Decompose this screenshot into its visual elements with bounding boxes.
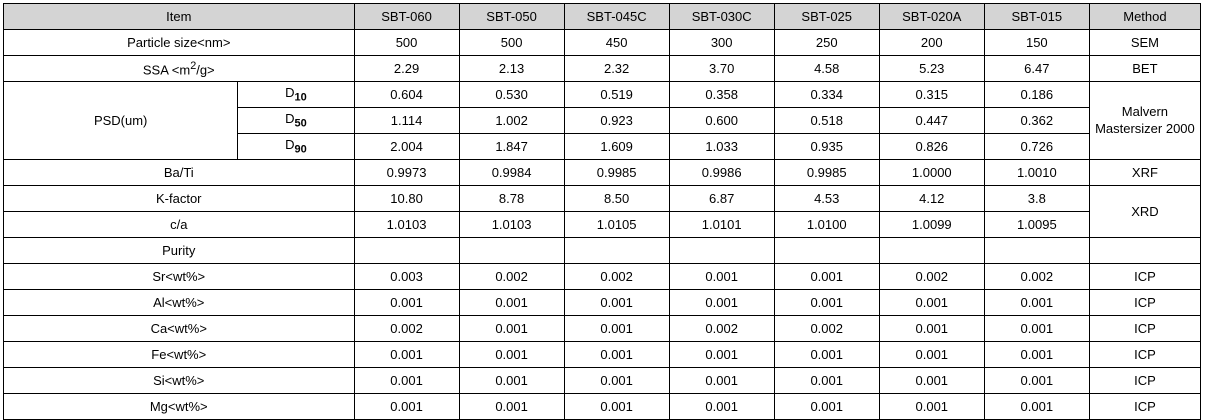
method-sr: ICP bbox=[1089, 264, 1200, 290]
cell-d50-5: 0.447 bbox=[879, 108, 984, 134]
d90-sub: 90 bbox=[294, 143, 307, 156]
cell-k-factor-5: 4.12 bbox=[879, 186, 984, 212]
cell-k-factor-6: 3.8 bbox=[984, 186, 1089, 212]
row-label-k-factor: K-factor bbox=[4, 186, 355, 212]
row-label-fe: Fe<wt%> bbox=[4, 342, 355, 368]
header-col-1: SBT-050 bbox=[459, 4, 564, 30]
row-label-si: Si<wt%> bbox=[4, 368, 355, 394]
cell-al-0: 0.001 bbox=[354, 290, 459, 316]
cell-purity-1 bbox=[459, 238, 564, 264]
cell-d10-1: 0.530 bbox=[459, 82, 564, 108]
cell-sr-3: 0.001 bbox=[669, 264, 774, 290]
row-label-ba-ti: Ba/Ti bbox=[4, 160, 355, 186]
cell-d50-2: 0.923 bbox=[564, 108, 669, 134]
specification-table bbox=[3, 3, 1201, 420]
header-col-0: SBT-060 bbox=[354, 4, 459, 30]
cell-ca-6: 0.001 bbox=[984, 316, 1089, 342]
table-row-si bbox=[4, 368, 1201, 394]
cell-c-a-5: 1.0099 bbox=[879, 212, 984, 238]
cell-particle-size-2: 450 bbox=[564, 30, 669, 56]
row-label-c-a: c/a bbox=[4, 212, 355, 238]
cell-d10-5: 0.315 bbox=[879, 82, 984, 108]
row-label-ca: Ca<wt%> bbox=[4, 316, 355, 342]
cell-mg-1: 0.001 bbox=[459, 394, 564, 420]
cell-k-factor-0: 10.80 bbox=[354, 186, 459, 212]
cell-sr-6: 0.002 bbox=[984, 264, 1089, 290]
method-xrd: XRD bbox=[1089, 186, 1200, 238]
cell-d90-5: 0.826 bbox=[879, 134, 984, 160]
d90-pre: D bbox=[285, 137, 295, 153]
method-psd bbox=[1089, 82, 1200, 160]
d10-sub: 10 bbox=[294, 91, 307, 104]
table-row-ssa bbox=[4, 56, 1201, 82]
method-particle-size: SEM bbox=[1089, 30, 1200, 56]
cell-sr-4: 0.001 bbox=[774, 264, 879, 290]
row-label-al: Al<wt%> bbox=[4, 290, 355, 316]
cell-al-3: 0.001 bbox=[669, 290, 774, 316]
method-si: ICP bbox=[1089, 368, 1200, 394]
cell-ssa-4: 4.58 bbox=[774, 56, 879, 82]
cell-fe-5: 0.001 bbox=[879, 342, 984, 368]
cell-ca-0: 0.002 bbox=[354, 316, 459, 342]
table-row-fe bbox=[4, 342, 1201, 368]
cell-mg-2: 0.001 bbox=[564, 394, 669, 420]
cell-ca-1: 0.001 bbox=[459, 316, 564, 342]
cell-ca-5: 0.001 bbox=[879, 316, 984, 342]
row-label-d10 bbox=[238, 82, 354, 108]
cell-al-1: 0.001 bbox=[459, 290, 564, 316]
method-mg: ICP bbox=[1089, 394, 1200, 420]
cell-ssa-2: 2.32 bbox=[564, 56, 669, 82]
cell-fe-2: 0.001 bbox=[564, 342, 669, 368]
cell-purity-5 bbox=[879, 238, 984, 264]
cell-mg-3: 0.001 bbox=[669, 394, 774, 420]
cell-ssa-6: 6.47 bbox=[984, 56, 1089, 82]
cell-ssa-1: 2.13 bbox=[459, 56, 564, 82]
cell-k-factor-4: 4.53 bbox=[774, 186, 879, 212]
cell-particle-size-5: 200 bbox=[879, 30, 984, 56]
cell-fe-3: 0.001 bbox=[669, 342, 774, 368]
cell-d10-6: 0.186 bbox=[984, 82, 1089, 108]
cell-fe-6: 0.001 bbox=[984, 342, 1089, 368]
cell-ba-ti-6: 1.0010 bbox=[984, 160, 1089, 186]
table-row-k-factor bbox=[4, 186, 1201, 212]
cell-d50-0: 1.114 bbox=[354, 108, 459, 134]
cell-d90-2: 1.609 bbox=[564, 134, 669, 160]
cell-si-3: 0.001 bbox=[669, 368, 774, 394]
cell-mg-4: 0.001 bbox=[774, 394, 879, 420]
cell-sr-1: 0.002 bbox=[459, 264, 564, 290]
cell-d50-4: 0.518 bbox=[774, 108, 879, 134]
cell-d90-4: 0.935 bbox=[774, 134, 879, 160]
row-label-psd-group: PSD(um) bbox=[4, 82, 238, 160]
cell-al-2: 0.001 bbox=[564, 290, 669, 316]
cell-d90-0: 2.004 bbox=[354, 134, 459, 160]
method-psd-line2: Mastersizer 2000 bbox=[1095, 120, 1195, 136]
row-label-ssa bbox=[4, 56, 355, 82]
cell-c-a-4: 1.0100 bbox=[774, 212, 879, 238]
row-label-purity: Purity bbox=[4, 238, 355, 264]
header-method: Method bbox=[1089, 4, 1200, 30]
method-ba-ti: XRF bbox=[1089, 160, 1200, 186]
cell-si-1: 0.001 bbox=[459, 368, 564, 394]
method-ca: ICP bbox=[1089, 316, 1200, 342]
cell-si-4: 0.001 bbox=[774, 368, 879, 394]
cell-purity-2 bbox=[564, 238, 669, 264]
cell-al-6: 0.001 bbox=[984, 290, 1089, 316]
cell-sr-2: 0.002 bbox=[564, 264, 669, 290]
cell-k-factor-2: 8.50 bbox=[564, 186, 669, 212]
header-col-5: SBT-020A bbox=[879, 4, 984, 30]
cell-al-5: 0.001 bbox=[879, 290, 984, 316]
table-header-row bbox=[4, 4, 1201, 30]
cell-ba-ti-1: 0.9984 bbox=[459, 160, 564, 186]
cell-k-factor-3: 6.87 bbox=[669, 186, 774, 212]
cell-c-a-2: 1.0105 bbox=[564, 212, 669, 238]
cell-purity-4 bbox=[774, 238, 879, 264]
cell-ca-2: 0.001 bbox=[564, 316, 669, 342]
cell-fe-0: 0.001 bbox=[354, 342, 459, 368]
table-row-ca bbox=[4, 316, 1201, 342]
table-row-c-a bbox=[4, 212, 1201, 238]
cell-d10-4: 0.334 bbox=[774, 82, 879, 108]
cell-si-0: 0.001 bbox=[354, 368, 459, 394]
cell-c-a-0: 1.0103 bbox=[354, 212, 459, 238]
cell-si-2: 0.001 bbox=[564, 368, 669, 394]
cell-ba-ti-0: 0.9973 bbox=[354, 160, 459, 186]
cell-d90-6: 0.726 bbox=[984, 134, 1089, 160]
cell-ba-ti-3: 0.9986 bbox=[669, 160, 774, 186]
cell-d50-1: 1.002 bbox=[459, 108, 564, 134]
cell-d90-1: 1.847 bbox=[459, 134, 564, 160]
table-row-al bbox=[4, 290, 1201, 316]
cell-k-factor-1: 8.78 bbox=[459, 186, 564, 212]
row-label-particle-size: Particle size<nm> bbox=[4, 30, 355, 56]
cell-mg-0: 0.001 bbox=[354, 394, 459, 420]
cell-purity-6 bbox=[984, 238, 1089, 264]
table-row-sr bbox=[4, 264, 1201, 290]
row-label-mg: Mg<wt%> bbox=[4, 394, 355, 420]
cell-fe-1: 0.001 bbox=[459, 342, 564, 368]
cell-purity-0 bbox=[354, 238, 459, 264]
table-row-ba-ti bbox=[4, 160, 1201, 186]
d50-sub: 50 bbox=[294, 117, 307, 130]
cell-ssa-0: 2.29 bbox=[354, 56, 459, 82]
d10-pre: D bbox=[285, 85, 295, 101]
row-label-d50 bbox=[238, 108, 354, 134]
cell-ca-3: 0.002 bbox=[669, 316, 774, 342]
d50-pre: D bbox=[285, 111, 295, 127]
cell-d10-2: 0.519 bbox=[564, 82, 669, 108]
table-row-purity bbox=[4, 238, 1201, 264]
cell-ca-4: 0.002 bbox=[774, 316, 879, 342]
method-ssa: BET bbox=[1089, 56, 1200, 82]
cell-c-a-6: 1.0095 bbox=[984, 212, 1089, 238]
cell-d10-3: 0.358 bbox=[669, 82, 774, 108]
cell-d10-0: 0.604 bbox=[354, 82, 459, 108]
cell-purity-3 bbox=[669, 238, 774, 264]
header-col-4: SBT-025 bbox=[774, 4, 879, 30]
cell-c-a-1: 1.0103 bbox=[459, 212, 564, 238]
cell-fe-4: 0.001 bbox=[774, 342, 879, 368]
cell-ba-ti-5: 1.0000 bbox=[879, 160, 984, 186]
table-row-particle-size bbox=[4, 30, 1201, 56]
cell-particle-size-0: 500 bbox=[354, 30, 459, 56]
method-psd-line1: Malvern bbox=[1121, 104, 1169, 120]
method-fe: ICP bbox=[1089, 342, 1200, 368]
cell-al-4: 0.001 bbox=[774, 290, 879, 316]
method-al: ICP bbox=[1089, 290, 1200, 316]
cell-mg-5: 0.001 bbox=[879, 394, 984, 420]
header-item: Item bbox=[4, 4, 355, 30]
row-label-d90 bbox=[238, 134, 354, 160]
cell-particle-size-1: 500 bbox=[459, 30, 564, 56]
table-row-mg bbox=[4, 394, 1201, 420]
cell-si-5: 0.001 bbox=[879, 368, 984, 394]
ssa-label-post: /g> bbox=[196, 62, 215, 78]
cell-ba-ti-4: 0.9985 bbox=[774, 160, 879, 186]
cell-d50-6: 0.362 bbox=[984, 108, 1089, 134]
header-col-6: SBT-015 bbox=[984, 4, 1089, 30]
ssa-label-pre: SSA <m bbox=[142, 62, 191, 78]
header-col-2: SBT-045C bbox=[564, 4, 669, 30]
cell-si-6: 0.001 bbox=[984, 368, 1089, 394]
cell-ssa-5: 5.23 bbox=[879, 56, 984, 82]
cell-ssa-3: 3.70 bbox=[669, 56, 774, 82]
ssa-label-sup: 2 bbox=[190, 59, 197, 72]
cell-sr-5: 0.002 bbox=[879, 264, 984, 290]
table-row-psd-d10 bbox=[4, 82, 1201, 108]
cell-ba-ti-2: 0.9985 bbox=[564, 160, 669, 186]
method-purity bbox=[1089, 238, 1200, 264]
cell-c-a-3: 1.0101 bbox=[669, 212, 774, 238]
header-col-3: SBT-030C bbox=[669, 4, 774, 30]
cell-particle-size-6: 150 bbox=[984, 30, 1089, 56]
cell-particle-size-3: 300 bbox=[669, 30, 774, 56]
cell-sr-0: 0.003 bbox=[354, 264, 459, 290]
row-label-sr: Sr<wt%> bbox=[4, 264, 355, 290]
cell-d90-3: 1.033 bbox=[669, 134, 774, 160]
cell-particle-size-4: 250 bbox=[774, 30, 879, 56]
cell-mg-6: 0.001 bbox=[984, 394, 1089, 420]
cell-d50-3: 0.600 bbox=[669, 108, 774, 134]
